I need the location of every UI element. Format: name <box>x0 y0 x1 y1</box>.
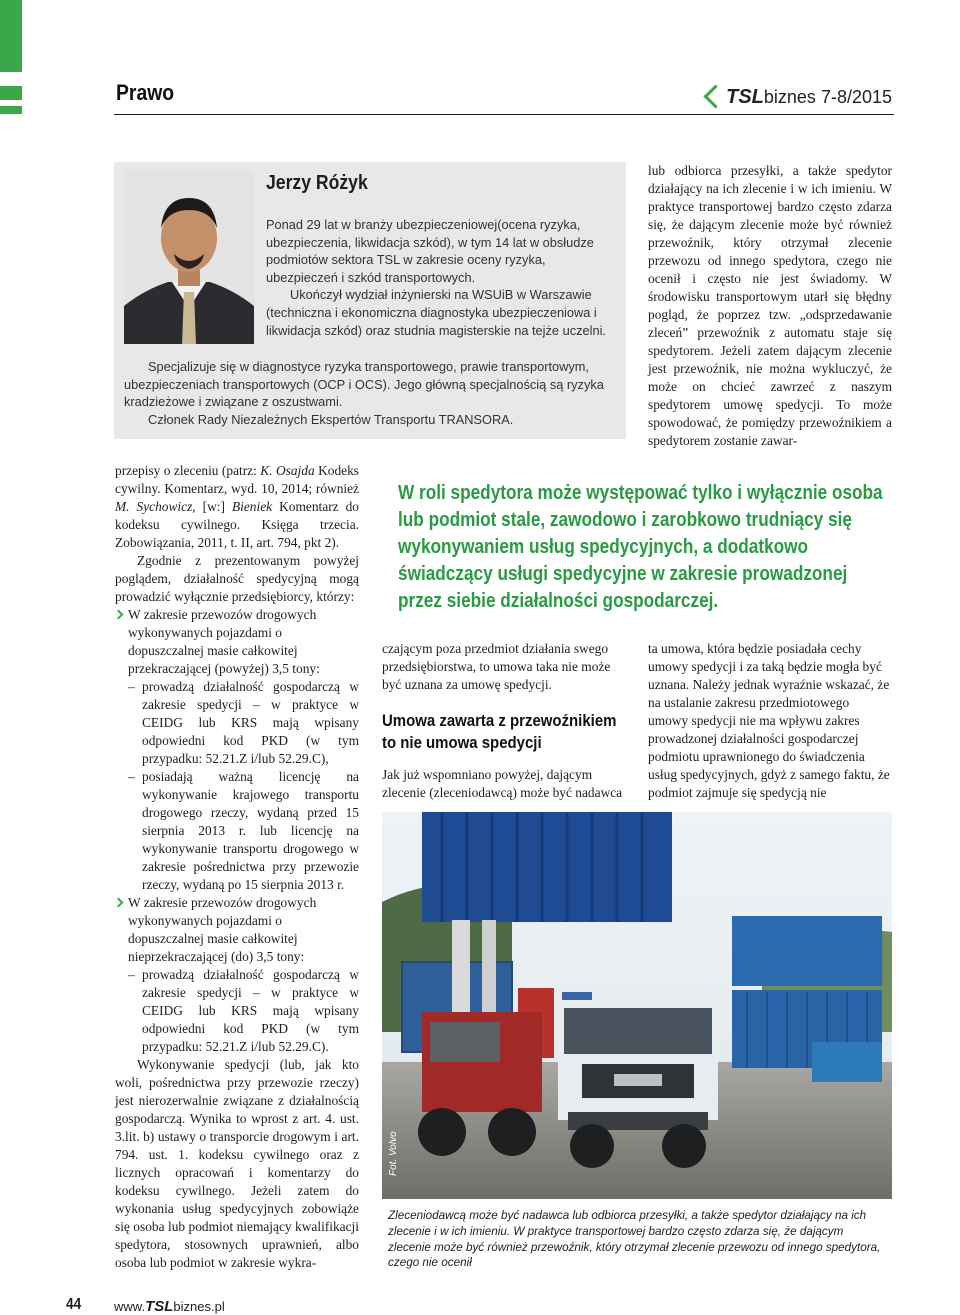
middle-paragraph-2: Jak już wspomniano powyżej, dającym zlecenie (zleceniodawcą) może być nadawca <box>382 767 623 800</box>
pull-quote: W roli spedytora może występować tylko i wyłącznie osoba lub podmiot stale, zawodowo i zarobkowo trudniący się wykonywaniem usług spedycyjnych, a dodatkowo świadczący usługi spedycyjne w zakresie prowadzonej przez siebie działalności gospodarczej. <box>398 482 883 612</box>
closing-paragraph: Wykonywanie spedycji (lub, jak kto woli, pośrednictwa przy przewozie rzeczy) jest nierozerwalnie związane z działalnością gospodarczą. Wynika to wprost z art. 4. ust. 3.lit. b) ustawy o transporcie drogowym i art. 794. ust. 1. kodeksu cywilnego oraz z licznych opracowań i komentarzy do kodeksu cywilnego. Jeżeli zatem do wykonania usług spedycyjnych zobowiąże się osoba lub podmiot niemający kwalifikacji spedytora, stosownych uprawnień, albo osoba lub podmiot w zakresie wykra- <box>115 1057 359 1270</box>
bio-paragraph-3: Specjalizuje się w diagnostyce ryzyka transportowego, prawie transportowym, ubezpieczeniach transportowych (OCP i OCS). Jego główną specjalnością są ryzyka kradzieżowe i związane z oszustwami. <box>124 359 604 410</box>
bio-text-top <box>266 216 618 339</box>
author-name: Jerzy Różyk <box>266 172 368 194</box>
bullet-text: W zakresie przewozów drogowych wykonywanych pojazdami o dopuszczalnej masie całkowitej przekraczającej (powyżej) 3,5 tony: <box>128 607 320 676</box>
reference-paragraph <box>115 462 359 552</box>
right-column <box>648 162 892 450</box>
bio-paragraph-1: Ponad 29 lat w branży ubezpieczeniowej(ocena ryzyka, ubezpieczenia, likwidacja szkód), w tym 14 lat w obsłudze podmiotów sektora TSL w zakresie oceny ryzyka, ubezpieczeń i szkód transportowych. <box>266 217 594 285</box>
dash-item-2 <box>115 768 359 894</box>
ref-text: Komentarz do kodeksu cywilnego. Księga trzecia. Zobowiązania, 2011, t. II, art. 794, pkt 2). <box>115 499 360 550</box>
third-column-text: ta umowa, która będzie posiadała cechy umowy spedycji i za taką będzie mogła być uznana. Należy jednak wyraźnie wskazać, że na ustalanie zakresu przedmiotowego umowy spedycji nie ma wpływu zakres prowadzonej działalności gospodarczej podmiotu uprawnionego do świadczenia usług spedycyjnych, gdyż z samego faktu, że podmiot zajmuje się spedycją nie <box>648 641 890 800</box>
bio-text-bottom <box>124 358 618 428</box>
page-number: 44 <box>66 1296 82 1313</box>
footer-website <box>114 1298 225 1315</box>
bio-paragraph-4: Członek Rady Niezależnych Ekspertów Transportu TRANSORA. <box>148 411 514 427</box>
middle-paragraph-1: czającym poza przedmiot działania swego przedsiębiorstwa, to umowa taka nie może być uznana za umowę spedycji. <box>382 641 611 692</box>
bullet-item-2 <box>115 894 359 966</box>
truck-photo <box>382 812 892 1199</box>
dash-item-3 <box>115 966 359 1056</box>
dash-text: prowadzą działalność gospodarczą w zakresie spedycji – w praktyce w CEIDG lub KRS mają wpisany odpowiedni kod PKD (w tym przypadku: 52.21.Z i/lub 52.29.C), <box>142 679 359 766</box>
bullet-chevron-icon <box>114 898 124 908</box>
ref-text: Kodeks cywilny. Komentarz, wyd. 10, 2014; również <box>115 463 359 496</box>
left-column <box>115 462 359 1272</box>
photo-credit: Fot. Volvo <box>388 1131 399 1176</box>
container-truck-image <box>382 812 892 1199</box>
site-prefix: www. <box>114 1299 146 1314</box>
subheading: Umowa zawarta z przewoźnikiem to nie umowa spedycji <box>382 711 617 752</box>
ref-author-1: K. Osajda <box>260 463 315 478</box>
brand-arrow-icon <box>704 84 728 108</box>
author-portrait-image <box>124 170 254 344</box>
header-rule <box>114 114 894 115</box>
intro-paragraph: Zgodnie z prezentowanym powyżej poglądem, działalność spedycyjną mogą prowadzić wyłącznie przedsiębiorcy, którzy: <box>115 553 359 604</box>
dash-text: posiadają ważną licencję na wykonywanie krajowego transportu drogowego rzeczy, wydaną przed 15 sierpnia 2013 r. lub licencję na wykonywanie transportu drogowego w zakresie pośrednictwa przy przewozie rzeczy, wydaną po 15 sierpnia 2013 r. <box>142 769 359 892</box>
brand-suffix: biznes <box>763 87 816 107</box>
third-column <box>648 640 892 802</box>
dash-item-1 <box>115 678 359 768</box>
ref-author-2: M. Sychowicz <box>115 499 193 514</box>
ref-text: przepisy o zleceniu (patrz: <box>115 463 261 478</box>
section-title: Prawo <box>116 80 175 105</box>
edge-bar-mid <box>0 86 22 100</box>
edge-bar-low <box>0 106 22 114</box>
author-photo <box>124 170 254 344</box>
bullet-text: W zakresie przewozów drogowych wykonywanych pojazdami o dopuszczalnej masie całkowitej nieprzekraczającej (do) 3,5 tony: <box>128 895 317 964</box>
dash-mark: – <box>128 679 135 694</box>
issue-number: 7-8/2015 <box>820 87 892 107</box>
ref-author-3: Bieniek <box>231 499 273 514</box>
dash-mark: – <box>128 769 135 784</box>
bullet-chevron-icon <box>114 610 124 620</box>
right-column-text: lub odbiorca przesyłki, a także spedytor działający na ich zlecenie i w ich imieniu. W praktyce transportowej bardzo często zdarza się, że dającym zlecenie może być również przewoźnik, który otrzymał zlecenie przewozu od innego spedytora, czego nie ocenił i często nie jest świadomy. W środowisku transportowym utarł się błędny pogląd, że poprzez tzw. „odsprzedawanie zleceń” przewoźnik z automatu staje się spedytorem. Jeżeli zatem dającym zlecenie jest przewoźnik, nie można wykluczyć, że może on chcieć zawrzeć z naszym spedytorem umowę spedycji. To może spowodować, że pomiędzy przewoźnikiem a spedytorem zostanie zawar- <box>648 163 892 448</box>
bullet-item-1 <box>115 606 359 678</box>
edge-bar-top <box>0 0 22 72</box>
ref-text: , [w:] <box>192 499 232 514</box>
site-brand: TSL <box>145 1298 174 1315</box>
dash-text: prowadzą działalność gospodarczą w zakresie spedycji – w praktyce w CEIDG lub KRS mają wpisany odpowiedni kod PKD (w tym przypadku: 52.21.Z i/lub 52.29.C). <box>142 967 359 1054</box>
dash-mark: – <box>128 967 135 982</box>
magazine-brand <box>707 86 892 109</box>
brand-tsl: TSL <box>726 86 764 108</box>
photo-caption: Zleceniodawcą może być nadawca lub odbiorca przesyłki, a także spedytor działający na ich zlecenie i w ich imieniu. W praktyce transportowej bardzo często zdarza się, że dającym zlecenie może być również przewoźnik, który otrzymał zlecenie przewozu od innego spedytora, czego nie ocenił <box>388 1209 881 1270</box>
site-suffix: biznes.pl <box>173 1299 225 1314</box>
middle-column <box>382 640 626 694</box>
bio-paragraph-2: Ukończył wydział inżynierski na WSUiB w Warszawie (techniczna i ekonomiczna diagnostyka ubezpieczeniowa i likwidacja szkód) oraz studnia magisterskie na tejże uczelni. <box>266 287 606 338</box>
middle-column-lower <box>382 766 626 802</box>
